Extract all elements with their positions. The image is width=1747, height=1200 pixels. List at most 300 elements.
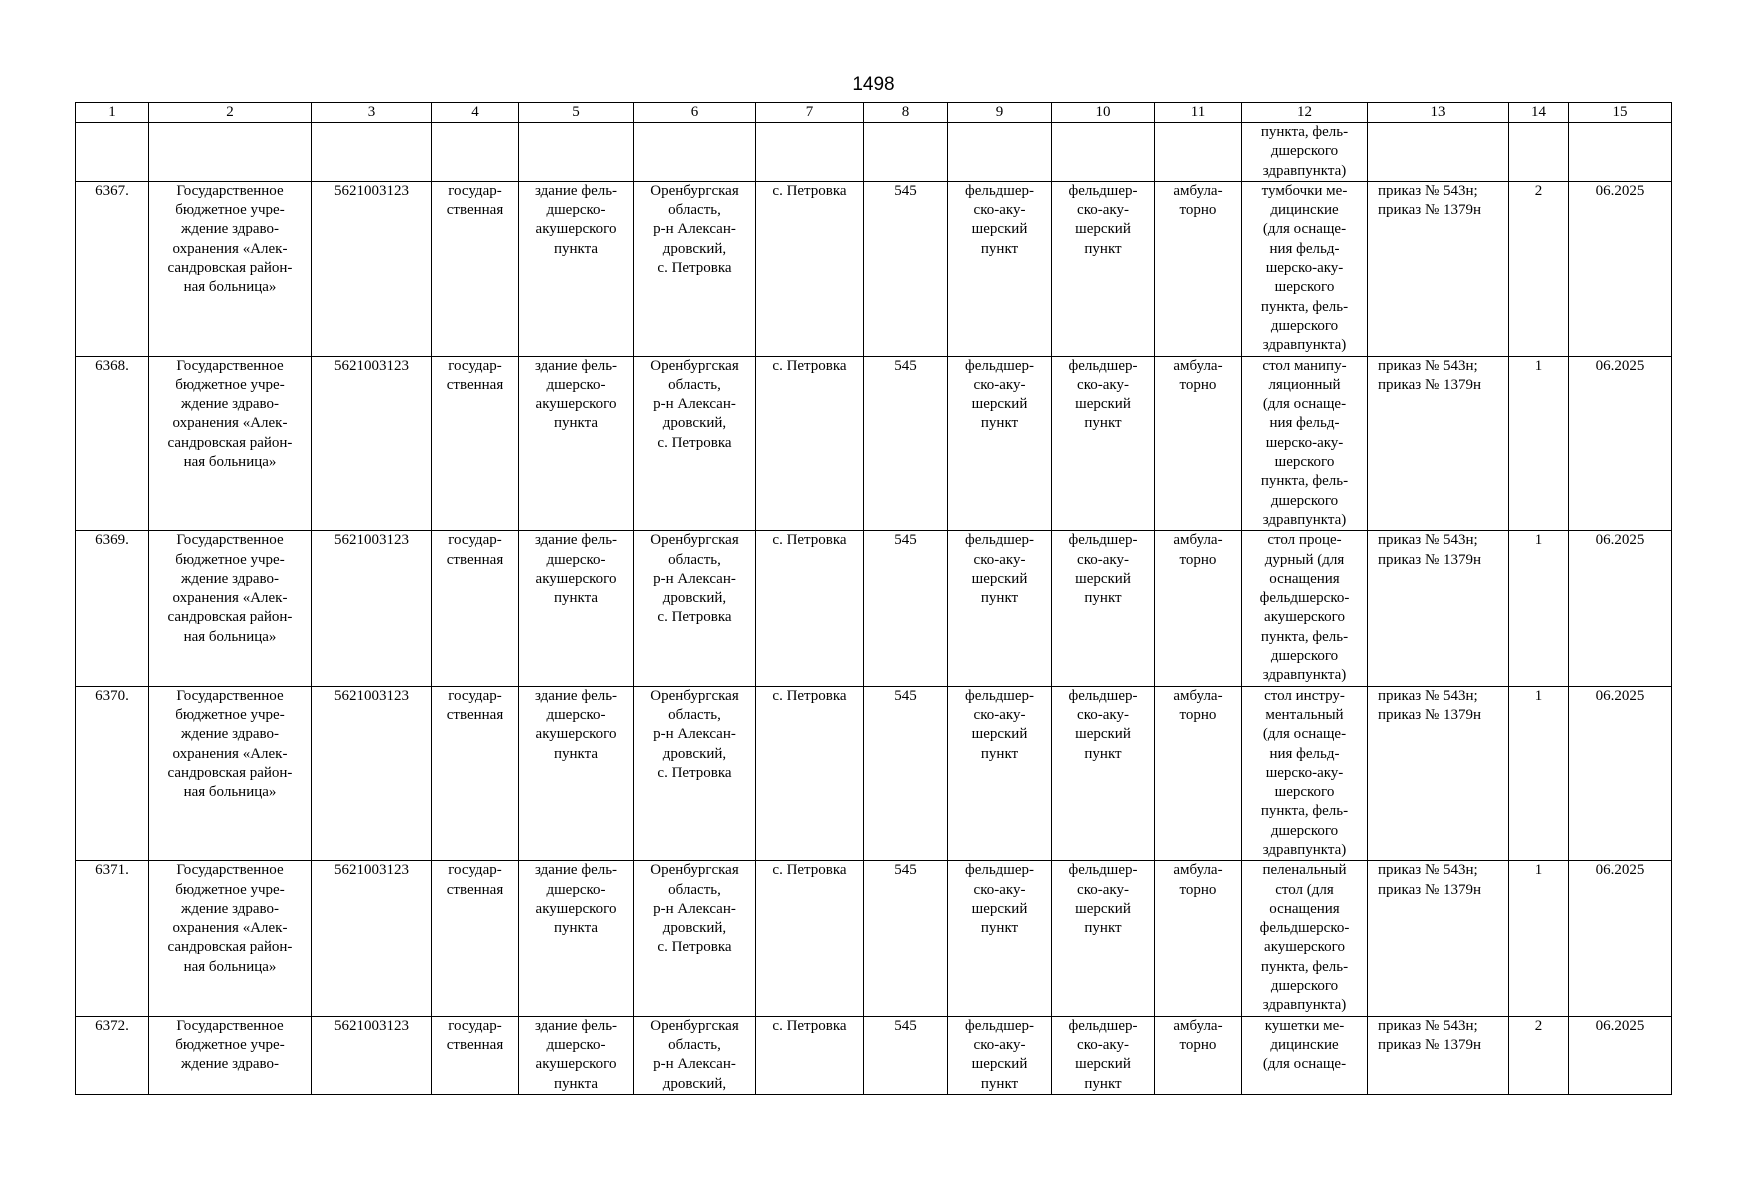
cell-text-line: пункта xyxy=(553,920,599,937)
equipment-cell xyxy=(1242,1016,1368,1094)
inn-cell xyxy=(312,356,432,531)
cell-text-line: акушерского xyxy=(1264,939,1345,956)
order-reference-cell xyxy=(1368,861,1509,1016)
cell-text-line: с. Петровка xyxy=(772,357,847,374)
cell-text-line: дшерско- xyxy=(546,551,606,568)
cell-text-line: ждение здраво- xyxy=(180,221,280,238)
cell-text-line: шерского xyxy=(1274,279,1335,296)
cell-text-line: дшерско- xyxy=(546,881,606,898)
cell-text-line: дицинские xyxy=(1270,202,1339,219)
cell-text-line: пункт xyxy=(1084,590,1122,607)
cell-text-line: бюджетное учре- xyxy=(175,202,285,219)
ownership-form-cell xyxy=(432,1016,519,1094)
cell-text-line: амбула- xyxy=(1173,862,1223,879)
cell-text-line: пункт xyxy=(980,415,1019,432)
cell-text-line: ственная xyxy=(446,706,504,723)
settlement-cell xyxy=(756,686,864,861)
equipment-cell xyxy=(1242,531,1368,686)
address-cell xyxy=(634,356,756,531)
facility-type-cell xyxy=(948,531,1052,686)
cell-text-line: фельдшер- xyxy=(964,357,1035,374)
subdivision-type-cell xyxy=(1052,686,1155,861)
row-number-cell xyxy=(76,123,149,182)
cell-text-line: пункт xyxy=(1084,240,1122,257)
table-body xyxy=(76,123,1672,1095)
cell-text-line: шерско-аку- xyxy=(1265,434,1344,451)
cell-text-line: пункт xyxy=(980,590,1019,607)
cell-text-line: с. Петровка xyxy=(657,939,732,956)
cell-text-line: приказ № 543н; xyxy=(1378,182,1478,199)
column-header: 12 xyxy=(1242,103,1368,123)
cell-text-line: стол проце- xyxy=(1267,532,1342,549)
cell-text-line: приказ № 543н; xyxy=(1378,687,1478,704)
cell-text-line: ния фельд- xyxy=(1269,240,1340,257)
cell-text-line: амбула- xyxy=(1173,532,1223,549)
cell-text-line: Оренбургская xyxy=(650,687,739,704)
column-header: 14 xyxy=(1509,103,1569,123)
cell-text-line: 1 xyxy=(1534,357,1543,374)
date-cell xyxy=(1569,861,1672,1016)
cell-text-line: с. Петровка xyxy=(772,532,847,549)
cell-text-line: пункта xyxy=(553,240,599,257)
care-condition-cell xyxy=(1155,861,1242,1016)
cell-text-line: 6372. xyxy=(95,1017,129,1034)
cell-text-line: шерский xyxy=(971,726,1028,743)
cell-text-line: шерский xyxy=(971,900,1028,917)
cell-text-line: сандровская район- xyxy=(167,434,293,451)
cell-text-line: фельдшер- xyxy=(964,532,1035,549)
organization-name-cell xyxy=(149,531,312,686)
cell-text-line: дровский, xyxy=(662,745,727,762)
inn-cell xyxy=(312,181,432,356)
ownership-form-cell xyxy=(432,123,519,182)
cell-text-line: дровский, xyxy=(662,1075,727,1092)
cell-text-line: пункта, фель- xyxy=(1260,298,1349,315)
cell-text-line: пункта, фель- xyxy=(1260,473,1349,490)
order-reference-cell xyxy=(1368,181,1509,356)
cell-text-line: приказ № 1379н xyxy=(1378,202,1482,219)
cell-text-line: пункта, фель- xyxy=(1260,628,1349,645)
cell-text-line: пункта xyxy=(553,590,599,607)
care-condition-cell xyxy=(1155,356,1242,531)
cell-text-line: фельдшер- xyxy=(1068,532,1138,549)
cell-text-line: дшерского xyxy=(1270,143,1339,160)
cell-text-line: ждение здраво- xyxy=(180,1056,280,1073)
care-condition-cell xyxy=(1155,531,1242,686)
facility-type-cell xyxy=(948,123,1052,182)
cell-text-line: дурный (для xyxy=(1264,551,1345,568)
cell-text-line: фельдшер- xyxy=(1068,357,1138,374)
subdivision-type-cell xyxy=(1052,1016,1155,1094)
cell-text-line: с. Петровка xyxy=(772,1017,847,1034)
column-header: 6 xyxy=(634,103,756,123)
subdivision-type-cell xyxy=(1052,123,1155,182)
cell-text-line: приказ № 1379н xyxy=(1378,1036,1482,1053)
cell-text-line: дровский, xyxy=(662,240,727,257)
cell-text-line: акушерского xyxy=(535,1056,617,1073)
ownership-form-cell xyxy=(432,181,519,356)
cell-text-line: 6368. xyxy=(95,357,129,374)
cell-text-line: шерский xyxy=(971,1056,1028,1073)
ownership-form-cell xyxy=(432,531,519,686)
cell-text-line: дровский, xyxy=(662,920,727,937)
cell-text-line: шерский xyxy=(1075,726,1131,743)
cell-text-line: ско-аку- xyxy=(1077,202,1129,219)
address-cell xyxy=(634,1016,756,1094)
cell-text-line: сандровская район- xyxy=(167,260,293,277)
cell-text-line: ная больница» xyxy=(183,784,277,801)
care-condition-cell xyxy=(1155,181,1242,356)
cell-text-line: шерский xyxy=(971,221,1028,238)
page-number: 1498 xyxy=(852,74,895,95)
order-reference-cell xyxy=(1368,531,1509,686)
equipment-cell xyxy=(1242,181,1368,356)
cell-text-line: шерского xyxy=(1274,454,1335,471)
cell-text-line: 545 xyxy=(894,357,917,374)
building-type-cell xyxy=(519,861,634,1016)
cell-text-line: ждение здраво- xyxy=(180,396,280,413)
cell-text-line: акушерского xyxy=(535,900,617,917)
cell-text-line: (для оснаще- xyxy=(1262,1056,1347,1073)
care-condition-cell xyxy=(1155,686,1242,861)
cell-text-line: пункт xyxy=(980,920,1019,937)
cell-text-line: р-н Алексан- xyxy=(653,1056,736,1073)
cell-text-line: фельдшер- xyxy=(1068,182,1138,199)
date-cell xyxy=(1569,123,1672,182)
cell-text-line: дицинские xyxy=(1270,1036,1339,1053)
cell-text-line: с. Петровка xyxy=(772,182,847,199)
facility-type-cell xyxy=(948,1016,1052,1094)
table-row xyxy=(76,531,1672,686)
cell-text-line: ско-аку- xyxy=(973,376,1026,393)
cell-text-line: здравпункта) xyxy=(1262,997,1347,1014)
cell-text-line: ско-аку- xyxy=(1077,881,1129,898)
cell-text-line: 545 xyxy=(894,1017,917,1034)
cell-text-line: амбула- xyxy=(1173,687,1223,704)
column-header: 5 xyxy=(519,103,634,123)
cell-text-line: Государственное xyxy=(176,182,284,199)
column-header: 13 xyxy=(1368,103,1509,123)
cell-text-line: 5621003123 xyxy=(334,687,409,704)
cell-text-line: ментальный xyxy=(1265,706,1344,723)
table-row xyxy=(76,123,1672,182)
ownership-form-cell xyxy=(432,686,519,861)
column-header: 9 xyxy=(948,103,1052,123)
cell-text-line: оснащения xyxy=(1269,900,1340,917)
cell-text-line: пункт xyxy=(1084,415,1122,432)
order-reference-cell xyxy=(1368,123,1509,182)
cell-text-line: ляционный xyxy=(1268,376,1341,393)
column-header: 8 xyxy=(864,103,948,123)
inn-cell xyxy=(312,1016,432,1094)
cell-text-line: шерский xyxy=(1075,1056,1131,1073)
cell-text-line: р-н Алексан- xyxy=(653,900,736,917)
table-row xyxy=(76,181,1672,356)
code-cell xyxy=(864,356,948,531)
cell-text-line: 5621003123 xyxy=(334,532,409,549)
cell-text-line: ждение здраво- xyxy=(180,570,280,587)
column-header: 2 xyxy=(149,103,312,123)
settlement-cell xyxy=(756,123,864,182)
cell-text-line: торно xyxy=(1179,376,1217,393)
cell-text-line: бюджетное учре- xyxy=(175,551,285,568)
cell-text-line: дшерского xyxy=(1270,317,1339,334)
cell-text-line: дшерского xyxy=(1270,648,1339,665)
cell-text-line: ственная xyxy=(446,202,504,219)
cell-text-line: 6367. xyxy=(95,182,129,199)
cell-text-line: (для оснаще- xyxy=(1262,396,1347,413)
cell-text-line: Оренбургская xyxy=(650,1017,739,1034)
cell-text-line: дшерского xyxy=(1270,822,1339,839)
quantity-cell xyxy=(1509,356,1569,531)
cell-text-line: шерский xyxy=(971,396,1028,413)
cell-text-line: торно xyxy=(1179,202,1217,219)
cell-text-line: пункт xyxy=(980,1075,1019,1092)
cell-text-line: шерско-аку- xyxy=(1265,764,1344,781)
date-cell xyxy=(1569,181,1672,356)
facility-type-cell xyxy=(948,356,1052,531)
cell-text-line: 2 xyxy=(1534,1017,1543,1034)
cell-text-line: 1 xyxy=(1534,532,1543,549)
settlement-cell xyxy=(756,861,864,1016)
table-row xyxy=(76,861,1672,1016)
cell-text-line: Государственное xyxy=(176,357,284,374)
cell-text-line: р-н Алексан- xyxy=(653,726,736,743)
cell-text-line: сандровская район- xyxy=(167,609,293,626)
cell-text-line: государ- xyxy=(448,862,502,879)
cell-text-line: пункта, фель- xyxy=(1260,803,1349,820)
cell-text-line: здание фель- xyxy=(534,182,618,199)
cell-text-line: сандровская район- xyxy=(167,939,293,956)
cell-text-line: с. Петровка xyxy=(657,434,732,451)
cell-text-line: пункт xyxy=(1084,920,1122,937)
cell-text-line: ственная xyxy=(446,376,504,393)
subdivision-type-cell xyxy=(1052,181,1155,356)
cell-text-line: торно xyxy=(1179,706,1217,723)
care-condition-cell xyxy=(1155,123,1242,182)
cell-text-line: бюджетное учре- xyxy=(175,706,285,723)
cell-text-line: акушерского xyxy=(535,570,617,587)
cell-text-line: пункта, фель- xyxy=(1260,124,1349,140)
cell-text-line: акушерского xyxy=(535,396,617,413)
cell-text-line: оснащения xyxy=(1269,570,1340,587)
cell-text-line: Государственное xyxy=(176,532,284,549)
code-cell xyxy=(864,686,948,861)
settlement-cell xyxy=(756,531,864,686)
facility-type-cell xyxy=(948,861,1052,1016)
cell-text-line: приказ № 543н; xyxy=(1378,532,1478,549)
cell-text-line: фельдшер- xyxy=(1068,862,1138,879)
building-type-cell xyxy=(519,181,634,356)
cell-text-line: ско-аку- xyxy=(1077,376,1129,393)
cell-text-line: здание фель- xyxy=(534,1017,618,1034)
cell-text-line: ждение здраво- xyxy=(180,726,280,743)
cell-text-line: 5621003123 xyxy=(334,357,409,374)
cell-text-line: пункта xyxy=(553,415,599,432)
column-header: 11 xyxy=(1155,103,1242,123)
address-cell xyxy=(634,123,756,182)
column-header: 10 xyxy=(1052,103,1155,123)
organization-name-cell xyxy=(149,181,312,356)
row-number-cell xyxy=(76,531,149,686)
order-reference-cell xyxy=(1368,356,1509,531)
cell-text-line: 545 xyxy=(894,532,917,549)
inn-cell xyxy=(312,531,432,686)
cell-text-line: 5621003123 xyxy=(334,1017,409,1034)
subdivision-type-cell xyxy=(1052,531,1155,686)
cell-text-line: 545 xyxy=(894,687,917,704)
cell-text-line: государ- xyxy=(448,182,502,199)
cell-text-line: амбула- xyxy=(1173,1017,1223,1034)
registry-table xyxy=(75,102,1672,1095)
address-cell xyxy=(634,686,756,861)
cell-text-line: стол манипу- xyxy=(1262,357,1347,374)
cell-text-line: Государственное xyxy=(176,862,284,879)
organization-name-cell xyxy=(149,356,312,531)
cell-text-line: здравпункта) xyxy=(1262,667,1347,684)
date-cell xyxy=(1569,356,1672,531)
cell-text-line: кушетки ме- xyxy=(1264,1017,1345,1034)
cell-text-line: ско-аку- xyxy=(973,1036,1026,1053)
cell-text-line: здравпункта) xyxy=(1262,337,1347,354)
cell-text-line: 6370. xyxy=(95,687,129,704)
inn-cell xyxy=(312,861,432,1016)
cell-text-line: 1 xyxy=(1534,687,1543,704)
cell-text-line: пункт xyxy=(1084,1075,1122,1092)
cell-text-line: Оренбургская xyxy=(650,357,739,374)
inn-cell xyxy=(312,686,432,861)
cell-text-line: шерский xyxy=(971,570,1028,587)
cell-text-line: шерский xyxy=(1075,570,1131,587)
cell-text-line: Государственное xyxy=(176,1017,284,1034)
cell-text-line: бюджетное учре- xyxy=(175,881,285,898)
row-number-cell xyxy=(76,181,149,356)
cell-text-line: фельдшер- xyxy=(1068,687,1138,704)
cell-text-line: пункт xyxy=(1084,745,1122,762)
cell-text-line: дшерско- xyxy=(546,202,606,219)
cell-text-line: фельдшерско- xyxy=(1259,920,1350,937)
column-header: 3 xyxy=(312,103,432,123)
cell-text-line: пункта xyxy=(553,745,599,762)
cell-text-line: 06.2025 xyxy=(1595,532,1645,549)
cell-text-line: здание фель- xyxy=(534,687,618,704)
cell-text-line: 5621003123 xyxy=(334,862,409,879)
cell-text-line: с. Петровка xyxy=(772,862,847,879)
cell-text-line: государ- xyxy=(448,532,502,549)
cell-text-line: бюджетное учре- xyxy=(175,1036,285,1053)
table-row xyxy=(76,686,1672,861)
column-header: 1 xyxy=(76,103,149,123)
cell-text-line: Оренбургская xyxy=(650,182,739,199)
quantity-cell xyxy=(1509,1016,1569,1094)
ownership-form-cell xyxy=(432,356,519,531)
cell-text-line: акушерского xyxy=(535,726,617,743)
cell-text-line: 6371. xyxy=(95,862,129,879)
cell-text-line: ственная xyxy=(446,1036,504,1053)
facility-type-cell xyxy=(948,181,1052,356)
row-number-cell xyxy=(76,686,149,861)
cell-text-line: с. Петровка xyxy=(657,260,732,277)
cell-text-line: фельдшер- xyxy=(964,1017,1035,1034)
cell-text-line: здравпункта) xyxy=(1262,511,1347,528)
cell-text-line: 545 xyxy=(894,182,917,199)
cell-text-line: стол (для xyxy=(1275,881,1334,898)
cell-text-line: ственная xyxy=(446,881,504,898)
code-cell xyxy=(864,181,948,356)
cell-text-line: ско-аку- xyxy=(1077,551,1129,568)
care-condition-cell xyxy=(1155,1016,1242,1094)
cell-text-line: область, xyxy=(668,551,721,568)
cell-text-line: охранения «Алек- xyxy=(172,240,288,257)
cell-text-line: шерский xyxy=(1075,900,1131,917)
cell-text-line: охранения «Алек- xyxy=(172,415,288,432)
cell-text-line: фельдшер- xyxy=(964,182,1035,199)
row-number-cell xyxy=(76,1016,149,1094)
ownership-form-cell xyxy=(432,861,519,1016)
cell-text-line: ная больница» xyxy=(183,454,277,471)
cell-text-line: с. Петровка xyxy=(772,687,847,704)
cell-text-line: р-н Алексан- xyxy=(653,221,736,238)
code-cell xyxy=(864,123,948,182)
cell-text-line: ния фельд- xyxy=(1269,745,1340,762)
cell-text-line: амбула- xyxy=(1173,182,1223,199)
cell-text-line: р-н Алексан- xyxy=(653,570,736,587)
cell-text-line: акушерского xyxy=(1264,609,1345,626)
quantity-cell xyxy=(1509,123,1569,182)
cell-text-line: 1 xyxy=(1534,862,1543,879)
row-number-cell xyxy=(76,861,149,1016)
cell-text-line: ско-аку- xyxy=(973,706,1026,723)
cell-text-line: фельдшер- xyxy=(964,687,1035,704)
order-reference-cell xyxy=(1368,1016,1509,1094)
cell-text-line: приказ № 1379н xyxy=(1378,376,1482,393)
cell-text-line: дшерско- xyxy=(546,1036,606,1053)
table-row xyxy=(76,1016,1672,1094)
cell-text-line: ственная xyxy=(446,551,504,568)
cell-text-line: дшерского xyxy=(1270,492,1339,509)
cell-text-line: дровский, xyxy=(662,590,727,607)
cell-text-line: приказ № 1379н xyxy=(1378,881,1482,898)
cell-text-line: государ- xyxy=(448,1017,502,1034)
building-type-cell xyxy=(519,1016,634,1094)
cell-text-line: ждение здраво- xyxy=(180,900,280,917)
cell-text-line: охранения «Алек- xyxy=(172,920,288,937)
cell-text-line: Государственное xyxy=(176,687,284,704)
column-header: 15 xyxy=(1569,103,1672,123)
quantity-cell xyxy=(1509,686,1569,861)
cell-text-line: 06.2025 xyxy=(1595,1017,1645,1034)
cell-text-line: 545 xyxy=(894,862,917,879)
cell-text-line: бюджетное учре- xyxy=(175,376,285,393)
cell-text-line: область, xyxy=(668,881,721,898)
code-cell xyxy=(864,1016,948,1094)
quantity-cell xyxy=(1509,861,1569,1016)
cell-text-line: ная больница» xyxy=(183,279,277,296)
cell-text-line: шерский xyxy=(1075,221,1131,238)
building-type-cell xyxy=(519,356,634,531)
cell-text-line: 06.2025 xyxy=(1595,862,1645,879)
cell-text-line: область, xyxy=(668,706,721,723)
cell-text-line: дшерско- xyxy=(546,706,606,723)
column-header: 7 xyxy=(756,103,864,123)
cell-text-line: пункт xyxy=(980,745,1019,762)
cell-text-line: здание фель- xyxy=(534,862,618,879)
cell-text-line: ско-аку- xyxy=(973,202,1026,219)
cell-text-line: амбула- xyxy=(1173,357,1223,374)
cell-text-line: (для оснаще- xyxy=(1262,726,1347,743)
cell-text-line: 2 xyxy=(1534,182,1543,199)
cell-text-line: пункта xyxy=(553,1075,599,1092)
